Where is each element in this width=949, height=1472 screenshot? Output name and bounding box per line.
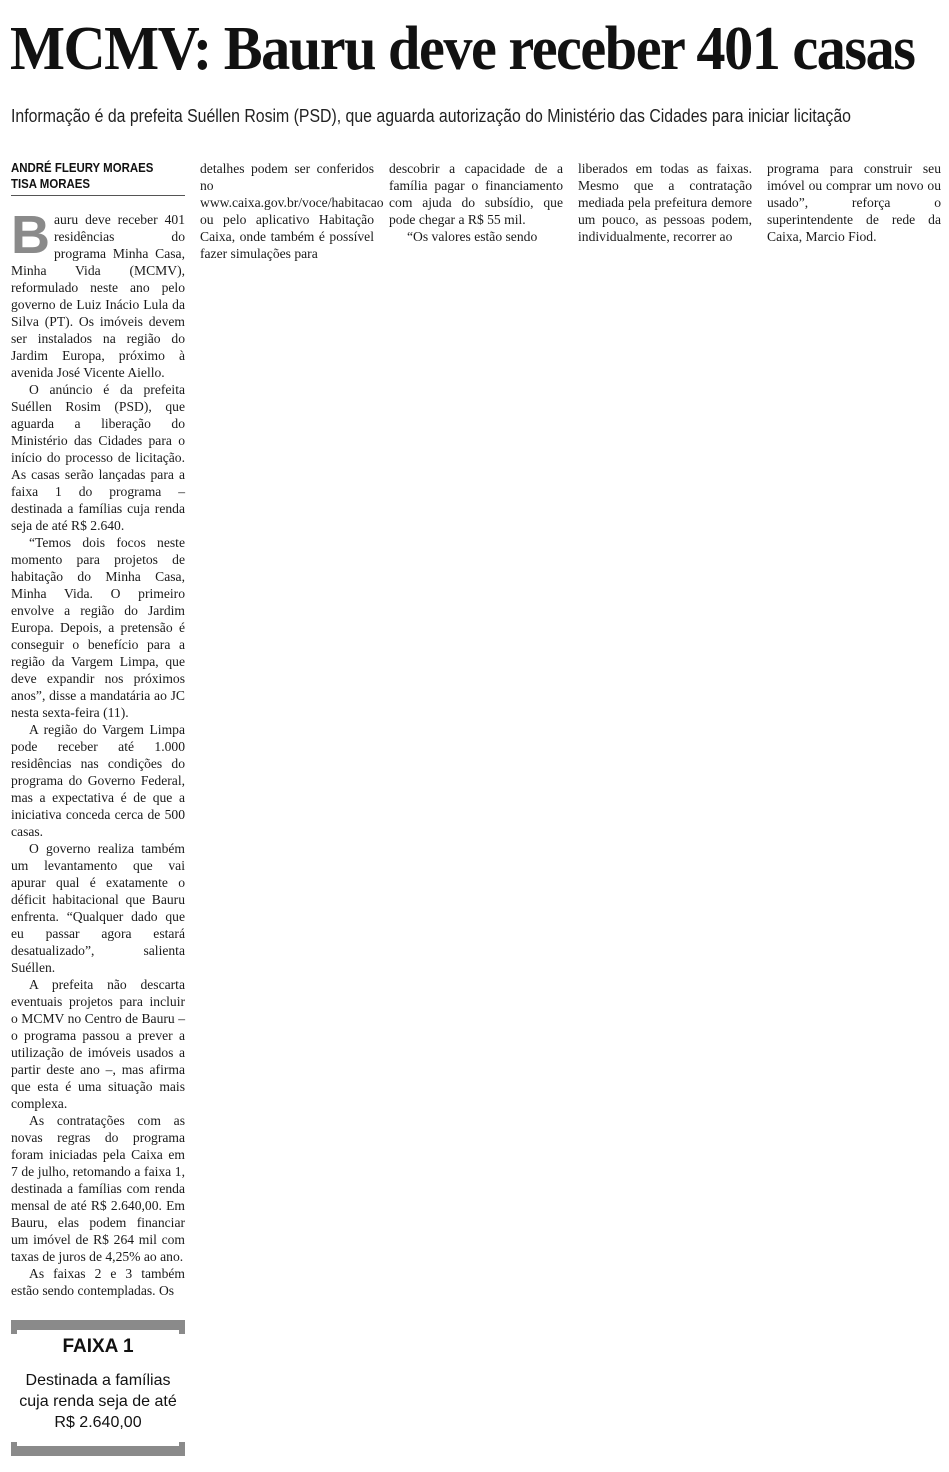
byline-author-2: TISA MORAES [11, 176, 91, 191]
paragraph: programa para construir seu imóvel ou comprar um novo ou usado”, reforça o superintendente de rede da Caixa, Marcio Fiod. [767, 161, 941, 244]
paragraph: As contratações com as novas regras do programa foram iniciadas pela Caixa em 7 de julho, retomando a faixa 1, destinada a famílias com renda mensal de até R$ 2.640,00. Em Bauru, elas podem financiar um imóvel de R$ 264 mil com taxas de juros de 4,25% ao ano. [11, 1113, 185, 1264]
paragraph: A região do Vargem Limpa pode receber até 1.000 residências nas condições do programa do Governo Federal, mas a expectativa é de que a iniciativa conceda cerca de 500 casas. [11, 722, 185, 839]
subtitle: Informação é da prefeita Suéllen Rosim (PSD), que aguarda autorização do Ministério das Cidades para iniciar licitação [11, 106, 851, 126]
article-column-5 [767, 160, 941, 245]
paragraph: O governo realiza também um levantamento que vai apurar qual é exatamente o déficit habitacional que Bauru enfrenta. “Qualquer dado que eu passar agora estará desatualizado”, salienta Suéllen. [11, 841, 185, 975]
fact-box-title: FAIXA 1 [62, 1336, 134, 1357]
article-column-1 [11, 205, 185, 1299]
paragraph-text: auru deve receber 401 residências do programa Minha Casa, Minha Vida (MCMV), reformulado neste ano pelo governo de Luiz Inácio Lula da Silva (PT). Os imóveis devem ser instalados na região do Jardim Europa, próximo à avenida José Vicente Aiello. [11, 212, 185, 380]
paragraph: “Temos dois focos neste momento para projetos de habitação do Minha Casa, Minha Vida. O primeiro envolve a região do Jardim Europa. Depois, a pretensão é conseguir o benefício para a região da Vargem Limpa, que deve expandir nos próximos anos”, disse a mandatária ao JC nesta sexta-feira (11). [11, 535, 185, 720]
fact-box [11, 1320, 185, 1456]
byline-author-1: ANDRÉ FLEURY MORAES [11, 160, 154, 175]
article-column-2 [200, 160, 384, 262]
fact-box-text: Destinada a famílias cuja renda seja de até R$ 2.640,00 [19, 1372, 177, 1431]
article-column-4 [578, 160, 752, 245]
drop-cap: B [11, 205, 50, 265]
headline: MCMV: Bauru deve receber 401 casas [10, 15, 915, 83]
paragraph: O anúncio é da prefeita Suéllen Rosim (PSD), que aguarda a liberação do Ministério das Cidades para o início do processo de licitação. As casas serão lançadas para a faixa 1 do programa – destinada a famílias cuja renda seja de até R$ 2.640. [11, 382, 185, 533]
paragraph: “Os valores estão sendo [407, 229, 538, 244]
paragraph: As faixas 2 e 3 também estão sendo contempladas. Os [11, 1266, 185, 1298]
paragraph: liberados em todas as faixas. Mesmo que a contratação mediada pela prefeitura demore um pouco, as pessoas podem, individualmente, recorrer ao [578, 161, 752, 244]
article-column-3 [389, 160, 563, 245]
fact-box-top-frame [11, 1320, 185, 1330]
paragraph: descobrir a capacidade de a família pagar o financiamento com ajuda do subsídio, que pode chegar a R$ 55 mil. [389, 161, 563, 227]
paragraph: detalhes podem ser conferidos no www.caixa.gov.br/voce/habitacao ou pelo aplicativo Habitação Caixa, onde também é possível fazer simulações para [200, 161, 384, 261]
paragraph: A prefeita não descarta eventuais projetos para incluir o MCMV no Centro de Bauru – o programa passou a prever a utilização de imóveis usados a partir deste ano –, mas afirma que esta é uma situação mais complexa. [11, 977, 185, 1111]
fact-box-bottom-frame [11, 1446, 185, 1456]
paragraph [11, 205, 185, 381]
byline [11, 160, 185, 196]
